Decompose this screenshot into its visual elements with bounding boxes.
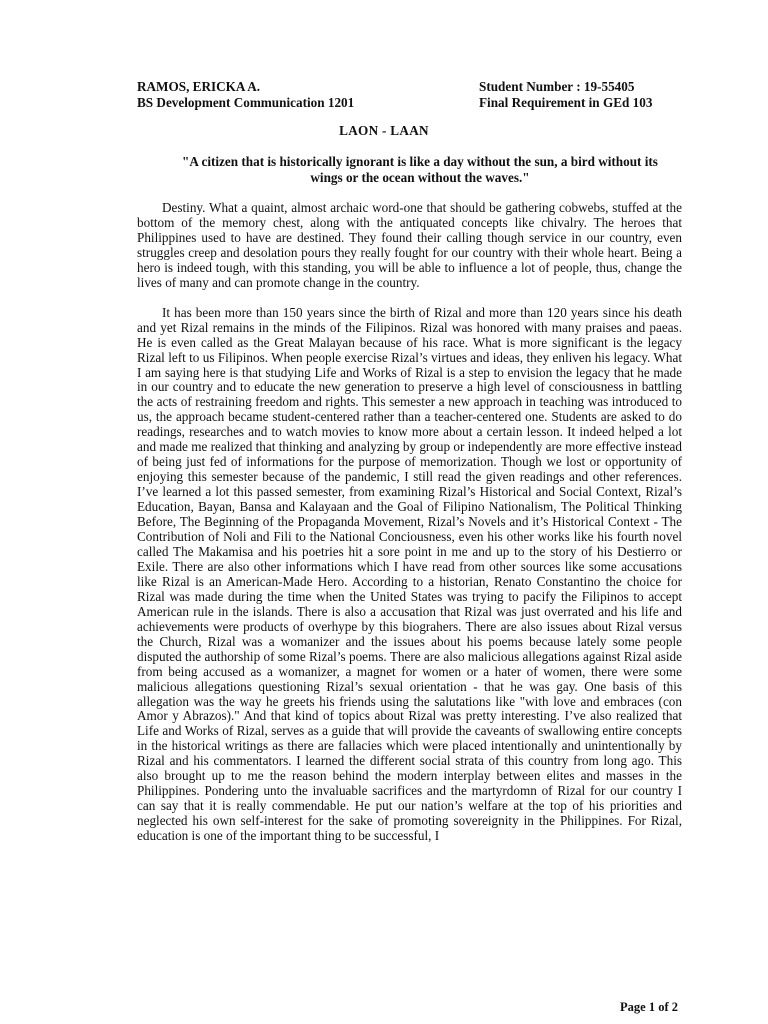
- epigraph-quote: "A citizen that is historically ignorant is like a day without the sun, a bird without its wings or the ocean without the waves.": [182, 154, 658, 185]
- header-row-2: [137, 95, 682, 111]
- essay-body: [137, 201, 682, 844]
- page-number: Page 1 of 2: [620, 1000, 678, 1014]
- document-header: [137, 79, 682, 111]
- student-name: RAMOS, ERICKA A.: [137, 79, 261, 94]
- paragraph-1: Destiny. What a quaint, almost archaic word-one that should be gathering cobwebs, stuffed at the bottom of the memory chest, along with the antiquated concepts like chivalry. The heroes that Philippines used to have are destined. They found their calling though service in our country, even struggles creep and desolation pours they really fought for our country with their whole heart. Being a hero is indeed tough, with this standing, you will be able to influence a lot of people, thus, change the lives of many and can promote change in the country.: [137, 200, 682, 290]
- document-title: LAON - LAAN: [339, 123, 429, 138]
- student-number: Student Number : 19-55405: [479, 79, 635, 94]
- header-row-1: [137, 79, 682, 95]
- paragraph-2: It has been more than 150 years since the birth of Rizal and more than 120 years since his death and yet Rizal remains in the minds of the Filipinos. Rizal was honored with many praises and paeas. He is even called as the Great Malayan because of his race. What is more significant is the legacy Rizal left to us Filipinos. When people exercise Rizal’s virtues and ideas, they enliven his legacy. What I am saying here is that studying Life and Works of Rizal is a step to envision the legacy that he made in our country and to educate the new generation to preserve a high level of consciousness in battling the acts of restraining freedom and rights. This semester a new approach in teaching was introduced to us, the approach became student-centered rather than a teacher-centered one. Students are asked to do readings, researches and to watch movies to know more about a certain lesson. It indeed helped a lot and made me realized that thinking and analyzing by group or independently are more effective instead of being just fed of informations for the purpose of memorization. Though we lost or opportunity of enjoying this semester because of the pandemic, I still read the given readings and other references. I’ve learned a lot this passed semester, from examining Rizal’s Historical and Social Context, Rizal’s Education, Bayan, Bansa and Kalayaan and the Goal of Filipino Nationalism, The Political Thinking Before, The Beginning of the Propaganda Movement, Rizal’s Novels and it’s Historical Context - The Contribution of Noli and Fili to the National Conciousness, even his other works like his fourth novel called The Makamisa and his poetries hit a sore point in me and up to the story of his Destierro or Exile. There are also other informations which I have read from other sources like some accusations like Rizal is an American-Made Hero. According to a historian, Renato Constantino the choice for Rizal was made during the time when the United States was trying to pacify the Filipinos to accept American rule in the islands. There is also a accusation that Rizal was just overrated and his life and achievements were products of overhype by this biograhers. There are also issues about Rizal versus the Church, Rizal was a womanizer and the issues about his poems because lately some people disputed the authorship of some Rizal’s poems. There are also malicious allegations against Rizal aside from being accused as a womanizer, a magnet for women or a hater of women, there were some malicious allegations questioning Rizal’s sexual orientation - that he was gay. One basis of this allegation was the way he greets his friends using the salutations like "with love and embraces (con Amor y Abrazos)." And that kind of topics about Rizal was pretty interesting. I’ve also realized that Life and Works of Rizal, serves as a guide that will provide the caveants of swallowing entire concepts in the historical writings as there are fallacies which were placed intentionally and unintentionally by Rizal and his commentators. I learned the different social strata of this country from long ago. This also brought up to me the reason behind the modern interplay between elites and masses in the Philippines. Pondering unto the invaluable sacrifices and the martyrdomn of Rizal for our country I can say that it is really commendable. He put our nation’s welfare at the top of his priorities and neglected his own self-interest for the sake of promoting sovereignity in the Philippines. For Rizal, education is one of the important thing to be successful, I: [137, 304, 683, 844]
- degree-program: BS Development Communication 1201: [137, 95, 355, 110]
- course-requirement: Final Requirement in GEd 103: [479, 95, 653, 110]
